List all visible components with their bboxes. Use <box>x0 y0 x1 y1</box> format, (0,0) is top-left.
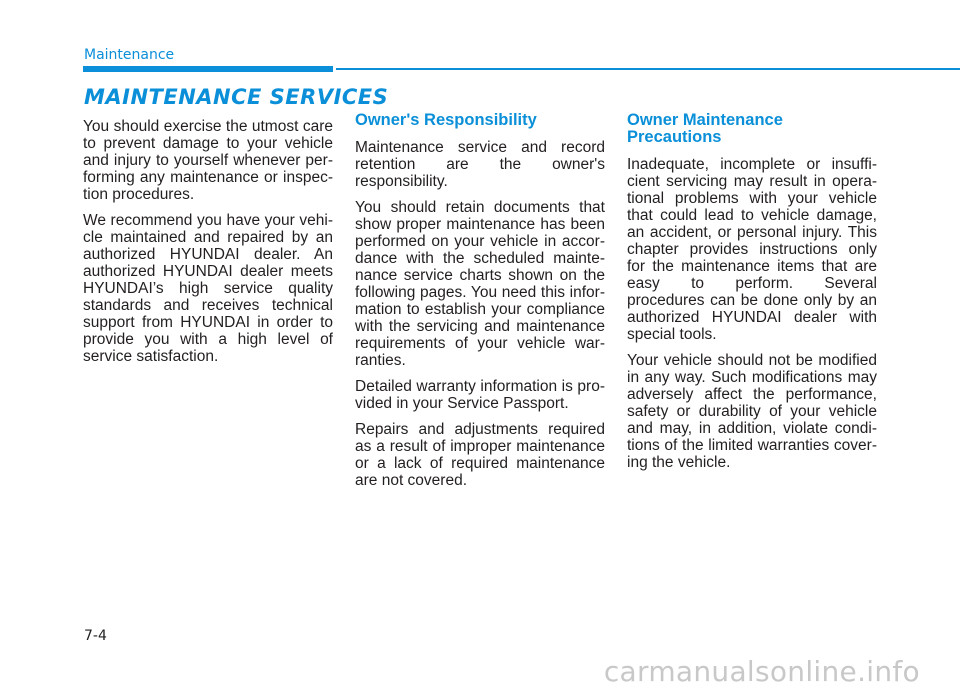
paragraph: Maintenance service and record retention are the owner's responsibility. <box>355 139 605 190</box>
column-3 <box>627 112 877 480</box>
paragraph: Your vehicle should not be modified in any way. Such modifications may adversely affect the performance, safety or durability of your vehicle and may, in addition, violate conditions of the limited warranties covering the vehicle. <box>627 352 877 471</box>
section-label: Maintenance <box>84 47 175 63</box>
paragraph: Inadequate, incomplete or insufficient servicing may result in operational problems with your vehicle that could lead to vehicle damage, an accident, or personal injury. This chapter provides instructions only for the maintenance items that are easy to perform. Several procedures can be done only by an authorized HYUNDAI dealer with special tools. <box>627 156 877 343</box>
column-1 <box>83 118 333 374</box>
page-title: MAINTENANCE SERVICES <box>84 85 389 109</box>
paragraph: You should exercise the utmost care to prevent damage to your vehicle and injury to yourself whenever performing any maintenance or inspection procedures. <box>83 118 333 203</box>
owners-responsibility-heading: Owner's Responsibility <box>355 111 537 129</box>
owner-maintenance-precautions-heading: Owner Maintenance Precautions <box>627 111 783 146</box>
watermark: carmanualsonline.info <box>603 655 920 688</box>
paragraph: We recommend you have your vehicle maintained and repaired by an authorized HYUNDAI dealer. An authorized HYUNDAI dealer meets HYUNDAI’s high service quality standards and receives technical support from HYUNDAI in order to provide you with a high level of service satisfaction. <box>83 212 333 365</box>
paragraph: Detailed warranty information is provided in your Service Passport. <box>355 378 605 412</box>
paragraph: You should retain documents that show proper maintenance has been performed on your vehicle in accordance with the scheduled maintenance service charts shown on the following pages. You need this information to establish your compliance with the servicing and maintenance requirements of your vehicle warranties. <box>355 199 605 369</box>
column-2 <box>355 112 605 498</box>
header-rule-thin <box>336 68 960 70</box>
header-rule-thick <box>83 66 333 72</box>
paragraph: Repairs and adjustments required as a result of improper maintenance or a lack of required maintenance are not covered. <box>355 421 605 489</box>
page-number: 7-4 <box>84 628 107 644</box>
